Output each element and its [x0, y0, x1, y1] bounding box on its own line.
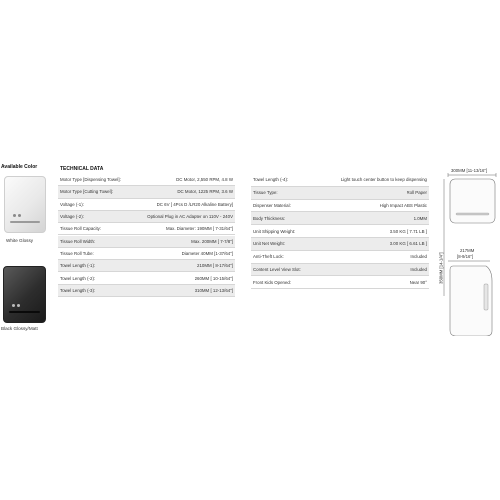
spec-row	[58, 211, 235, 223]
dispenser-button-icon	[17, 304, 20, 307]
spec-label: Motor Type [Cutting Towel]:	[60, 189, 114, 195]
spec-row	[58, 186, 235, 198]
depth-dimension-label: 217MM	[460, 248, 475, 253]
spec-label: Towel Length (-1):	[60, 263, 96, 269]
spec-value: 3.00 KG [ 6.61 LB ]	[389, 241, 427, 247]
black-dispenser-image	[3, 266, 46, 323]
spec-label: Tissue Roll Width:	[60, 238, 96, 244]
spec-value: Max. 200MM [ 7-7/8"]	[191, 238, 233, 244]
spec-row	[58, 199, 235, 211]
spec-label: Tissue Roll Capacity:	[60, 226, 102, 232]
dispenser-slot	[10, 221, 40, 223]
spec-label: Body Thickness:	[253, 215, 286, 221]
spec-label: Towel Length (-4):	[253, 177, 289, 183]
spec-value: Near 90°	[409, 279, 427, 285]
spec-row	[251, 251, 429, 264]
side-view-window	[484, 284, 488, 310]
spec-row	[58, 272, 235, 284]
spec-value: Optional Plug in AC Adapter on 110V - 240V	[147, 214, 233, 220]
spec-value: Light touch center button to keep dispensing	[340, 177, 427, 183]
spec-row	[251, 225, 429, 238]
spec-row	[251, 264, 429, 277]
front-view-outline	[450, 179, 495, 223]
spec-row	[251, 238, 429, 251]
spec-row	[58, 248, 235, 260]
spec-label: Unit Net Weight:	[253, 241, 285, 247]
depth-dimension-label-inch: [8-9/16"]	[457, 254, 474, 259]
spec-row	[251, 174, 429, 187]
spec-row	[58, 260, 235, 272]
spec-label: Tissue Roll Tube:	[60, 250, 94, 256]
white-glossy-label: White Glossy	[6, 238, 34, 243]
dispenser-button-icon	[12, 304, 15, 307]
black-glossy-matt-label: Black Glossy/Matt	[1, 326, 38, 331]
spec-row	[251, 276, 429, 289]
spec-value: Included	[410, 254, 427, 260]
spec-value: Roll Paper	[406, 190, 427, 196]
spec-label: Voltage (-1):	[60, 201, 84, 207]
technical-data-title: TECHNICAL DATA	[60, 166, 104, 172]
dispenser-button-icon	[13, 214, 16, 217]
spec-label: Towel Length (-2):	[60, 275, 96, 281]
spec-label: Voltage (-2):	[60, 214, 84, 220]
spec-value: 310MM [ 12-13/64"]	[194, 287, 233, 293]
spec-value: Max. Diameter: 190MM [ 7-31/64"]	[166, 226, 233, 232]
spec-value: 1.0MM	[413, 215, 427, 221]
spec-value: Diameter 40MM [1-37/64"]	[181, 250, 233, 256]
spec-row	[58, 223, 235, 235]
spec-value: 210MM [ 8-17/64"]	[197, 263, 233, 269]
spec-value: DC 6V [ 4Pcs D /LR20 Alkaline Battery]	[156, 201, 233, 207]
spec-label: Motor Type [Dispensing Towel]:	[60, 177, 121, 183]
spec-value: DC Motor, 1225 RPM, 3.6 W	[177, 189, 233, 195]
spec-label: Anti-Theft Lock:	[253, 254, 284, 260]
spec-value: DC Motor, 2,550 RPM, 4.8 W	[176, 177, 233, 183]
spec-row	[58, 236, 235, 248]
spec-row	[58, 174, 235, 186]
white-dispenser-image	[4, 176, 46, 233]
spec-value: 260MM [ 10-15/64"]	[194, 275, 233, 281]
spec-label: Content Level View Slot:	[253, 266, 301, 272]
spec-row	[251, 187, 429, 200]
spec-label: Front Kids Opened:	[253, 279, 292, 285]
dispenser-button-icon	[18, 214, 21, 217]
height-dimension-label: 350MM [14-1/4"]	[438, 252, 444, 284]
dispenser-slot	[9, 311, 40, 313]
spec-row	[251, 200, 429, 213]
spec-row	[251, 212, 429, 225]
spec-value: Included	[410, 266, 427, 272]
spec-label: Towel Length (-3):	[60, 287, 96, 293]
spec-value: High Impact ABS Plastic	[379, 202, 427, 208]
width-dimension-label: 300MM [11-13/16"]	[451, 168, 488, 173]
spec-row	[58, 285, 235, 297]
available-color-title: Available Color	[1, 164, 38, 170]
spec-label: Tissue Type:	[253, 190, 278, 196]
front-view-slot	[456, 213, 489, 215]
dimension-drawing	[438, 166, 500, 336]
spec-value: 3.50 KG [ 7.71 LB ]	[389, 228, 427, 234]
spec-label: Dispenser Material:	[253, 202, 291, 208]
spec-label: Unit Shipping Weight:	[253, 228, 296, 234]
